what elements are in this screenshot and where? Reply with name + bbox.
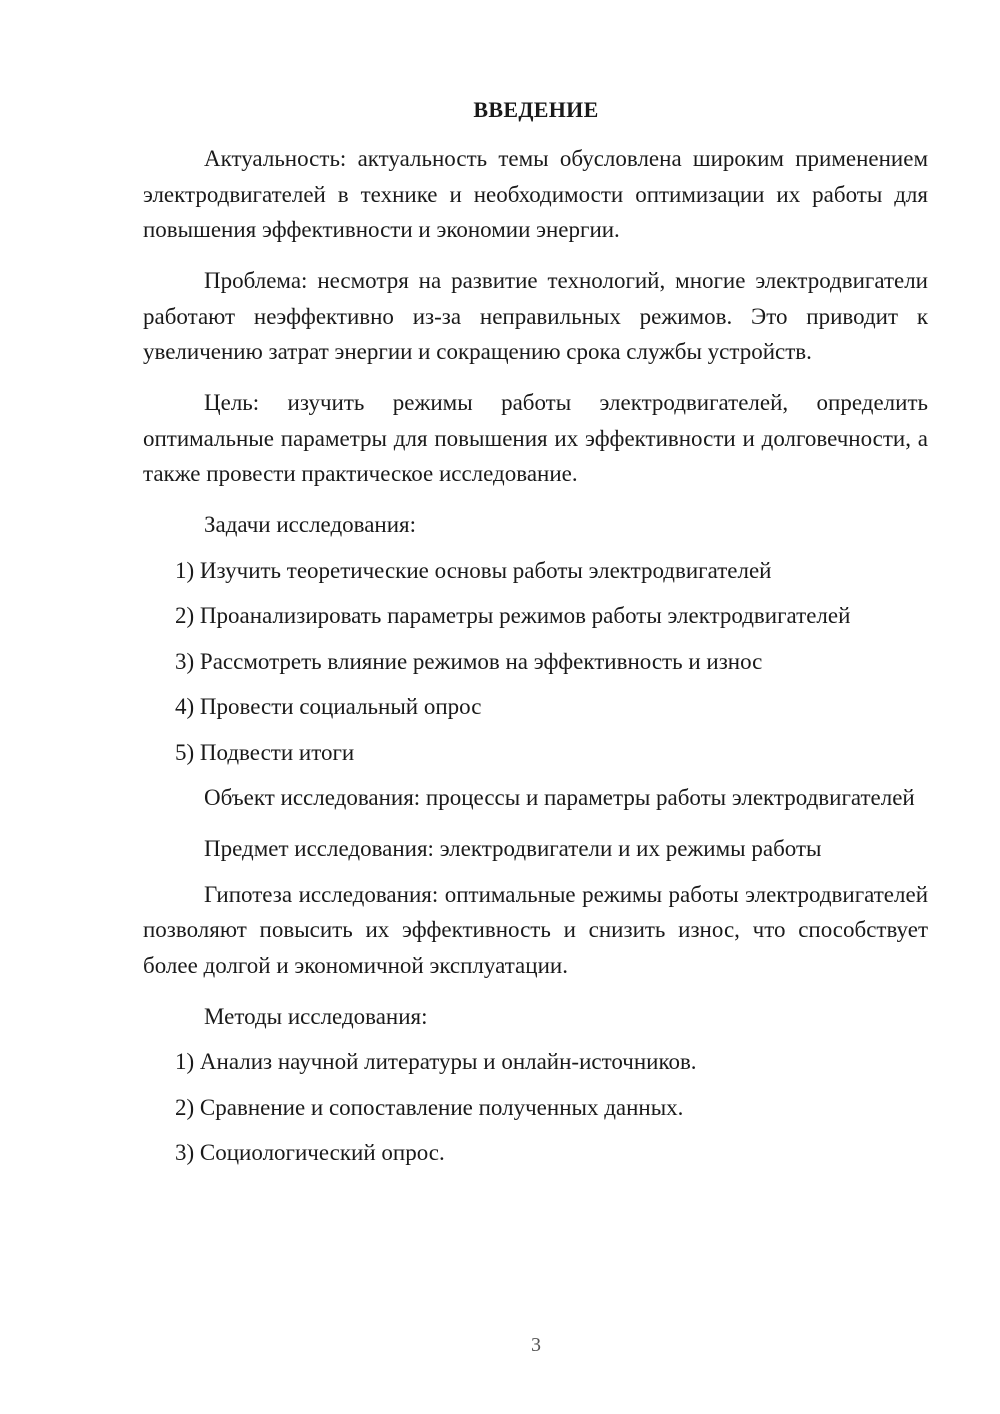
- methods-list: [143, 1044, 928, 1171]
- list-item: 1) Анализ научной литературы и онлайн-источников.: [175, 1049, 697, 1074]
- goal-paragraph: Цель: изучить режимы работы электродвигателей, определить оптимальные параметры для повышения их эффективности и долговечности, а также провести практическое исследование.: [143, 390, 928, 486]
- subject-paragraph: Предмет исследования: электродвигатели и их режимы работы: [204, 836, 822, 861]
- list-item: 5) Подвести итоги: [175, 739, 355, 765]
- tasks-heading: Задачи исследования:: [204, 512, 417, 537]
- page-number: 3: [531, 1334, 541, 1356]
- list-item: 1) Изучить теоретические основы работы электродвигателей: [175, 557, 772, 583]
- list-item: 2) Сравнение и сопоставление полученных данных.: [175, 1094, 684, 1120]
- methods-heading: Методы исследования:: [204, 1003, 428, 1029]
- document-title: ВВЕДЕНИЕ: [473, 97, 599, 122]
- problem-paragraph: Проблема: несмотря на развитие технологий, многие электродвигатели работают неэффективно из-за неправильных режимов. Это приводит к увеличению затрат энергии и сокращению срока службы устройств.: [143, 268, 928, 364]
- list-item: 4) Провести социальный опрос: [175, 694, 482, 719]
- relevance-paragraph: Актуальность: актуальность темы обусловлена широким применением электродвигателей в технике и необходимости оптимизации их работы для повышения эффективности и экономии энергии.: [143, 146, 928, 242]
- list-item: 3) Рассмотреть влияние режимов на эффективность и износ: [175, 648, 763, 674]
- tasks-list: [143, 553, 928, 771]
- object-paragraph: Объект исследования: процессы и параметры работы электродвигателей: [204, 785, 915, 810]
- hypothesis-paragraph: Гипотеза исследования: оптимальные режимы работы электродвигателей позволяют повысить их эффективность и снизить износ, что способствует более долгой и экономичной эксплуатации.: [143, 881, 928, 978]
- document-body: [143, 141, 928, 1181]
- list-item: 3) Социологический опрос.: [175, 1140, 445, 1165]
- list-item: 2) Проанализировать параметры режимов работы электродвигателей: [175, 603, 851, 628]
